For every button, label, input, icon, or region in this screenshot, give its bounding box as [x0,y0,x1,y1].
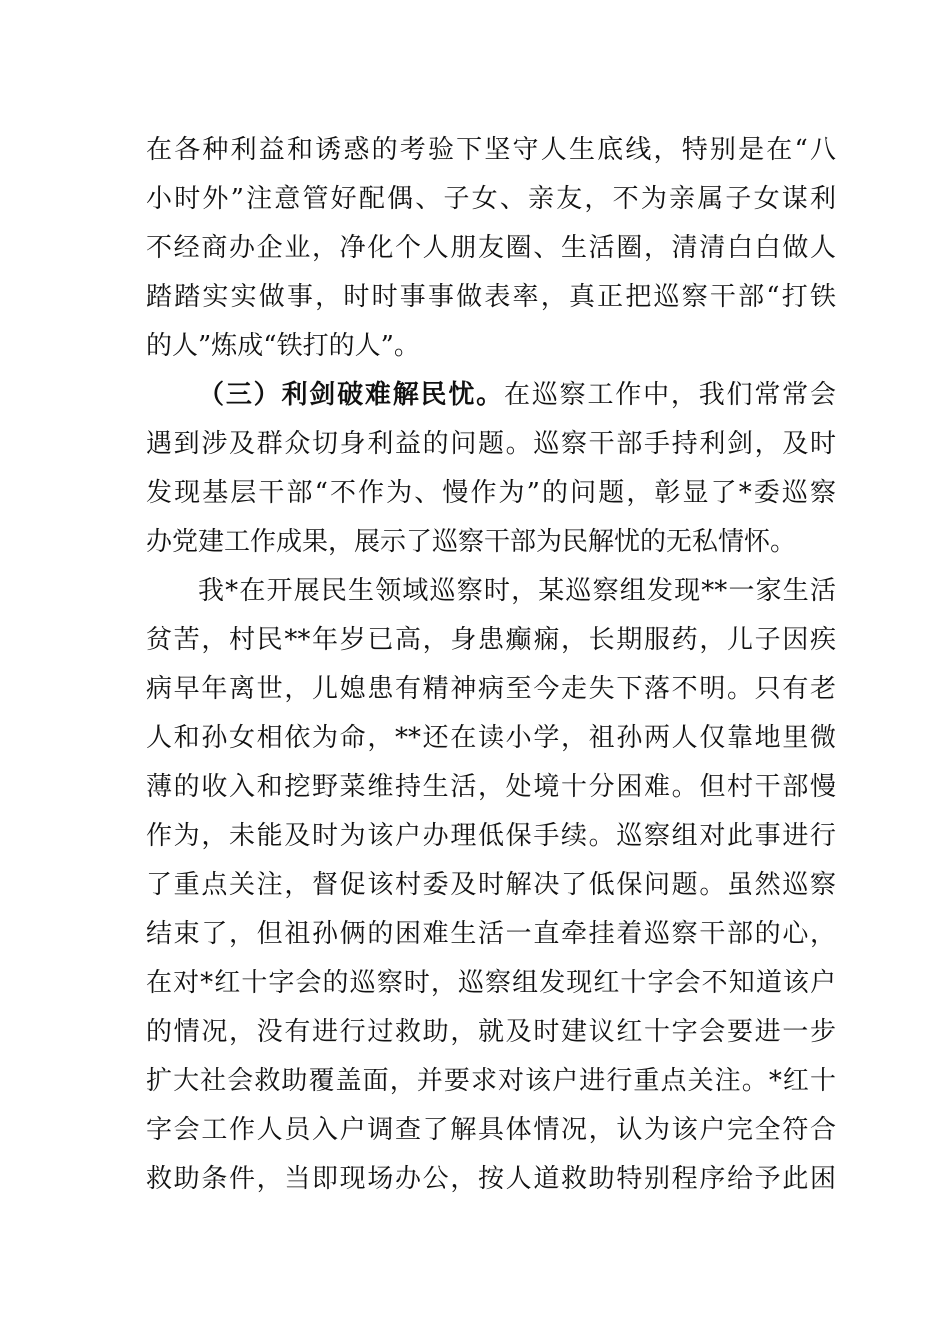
text-line [146,910,836,959]
line-text: 贫苦，村民**年岁已高，身患癫痫，长期服药，儿子因疾 [146,625,836,655]
text-line [146,1008,836,1057]
body-text [146,126,836,1204]
text-line [146,959,836,1008]
line-text: 在巡察工作中，我们常常会 [504,380,836,410]
line-text: 小时外”注意管好配偶、子女、亲友，不为亲属子女谋利 [146,184,836,214]
line-text: 的情况，没有进行过救助，就及时建议红十字会要进一步 [146,1017,836,1047]
line-text: 人和孙女相依为命，**还在读小学，祖孙两人仅靠地里微 [146,723,836,753]
line-text: 结束了，但祖孙俩的困难生活一直牵挂着巡察干部的心， [146,919,836,949]
line-text: 不经商办企业，净化个人朋友圈、生活圈，清清白白做人 [146,233,836,263]
text-line [146,616,836,665]
line-text: 在对*红十字会的巡察时，巡察组发现红十字会不知道该户 [146,968,836,998]
text-line [146,224,836,273]
line-text: 在各种利益和诱惑的考验下坚守人生底线，特别是在“八 [146,135,836,165]
line-text: 发现基层干部“不作为、慢作为”的问题，彰显了*委巡察 [146,478,836,508]
text-line [146,763,836,812]
line-text: 遇到涉及群众切身利益的问题。巡察干部手持利剑，及时 [146,429,836,459]
line-text: 扩大社会救助覆盖面，并要求对该户进行重点关注。*红十 [146,1066,836,1096]
text-line [146,812,836,861]
text-line [146,1057,836,1106]
text-line [146,175,836,224]
section-heading: （三）利剑破难解民忧。 [198,380,504,410]
text-line [146,1106,836,1155]
line-text: 办党建工作成果，展示了巡察干部为民解忧的无私情怀。 [146,527,797,557]
text-line [146,665,836,714]
text-line [146,126,836,175]
line-text: 的人”炼成“铁打的人”。 [146,331,420,361]
line-text: 我*在开展民生领域巡察时，某巡察组发现**一家生活 [198,576,836,606]
text-line [146,714,836,763]
text-line [146,861,836,910]
line-text: 了重点关注，督促该村委及时解决了低保问题。虽然巡察 [146,870,836,900]
line-text: 救助条件，当即现场办公，按人道救助特别程序给予此困 [146,1164,836,1194]
text-line [146,371,836,420]
line-text: 病早年离世，儿媳患有精神病至今走失下落不明。只有老 [146,674,836,704]
text-line [146,469,836,518]
text-line [146,420,836,469]
text-line [146,322,836,371]
line-text: 踏踏实实做事，时时事事做表率，真正把巡察干部“打铁 [146,282,836,312]
text-line [146,273,836,322]
line-text: 作为，未能及时为该户办理低保手续。巡察组对此事进行 [146,821,836,851]
line-text: 字会工作人员入户调查了解具体情况，认为该户完全符合 [146,1115,836,1145]
line-text: 薄的收入和挖野菜维持生活，处境十分困难。但村干部慢 [146,772,836,802]
text-line [146,1155,836,1204]
text-line [146,518,836,567]
text-line [146,567,836,616]
